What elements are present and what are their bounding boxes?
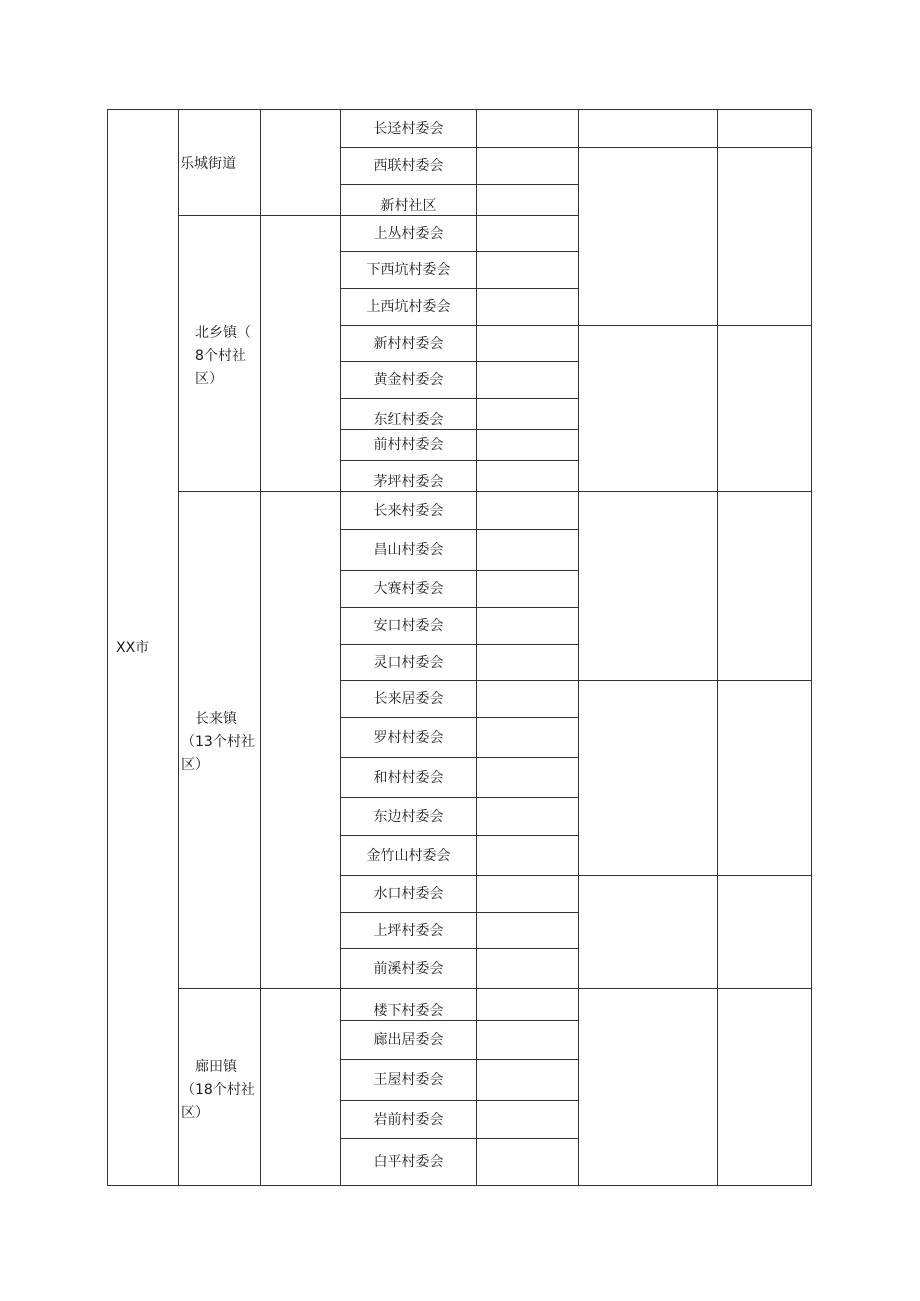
village-name-cell: 新村社区 [380, 198, 437, 214]
subdistrict-label: 乐城街道 [180, 156, 236, 172]
town-separator [178, 988, 812, 989]
village-name-cell: 西联村委会 [373, 158, 444, 174]
village-name-cell: 前村村委会 [373, 437, 444, 453]
column-divider [476, 109, 477, 1186]
village-name-cell: 大赛村委会 [373, 581, 444, 597]
column-divider [578, 109, 579, 1186]
village-name-cell: 楼下村委会 [373, 1003, 444, 1019]
village-name-cell: 上丛村委会 [373, 225, 444, 242]
village-name-cell: 金竹山村委会 [366, 847, 451, 864]
village-name-cell: 茅坪村委会 [373, 474, 444, 490]
village-name-cell: 黄金村委会 [373, 372, 444, 388]
village-name-cell: 白平村委会 [373, 1154, 444, 1170]
column-divider [260, 109, 261, 1186]
village-name-cell: 下西坑村委会 [366, 262, 451, 278]
village-name-cell: 岩前村委会 [373, 1111, 444, 1128]
village-name-cell: 长来村委会 [373, 502, 444, 519]
village-name-cell: 新村村委会 [373, 335, 444, 352]
group-separator [578, 147, 812, 148]
village-name-cell: 罗村村委会 [373, 729, 444, 746]
village-name-cell: 王屋村委会 [373, 1072, 444, 1088]
village-name-cell: 廊出居委会 [373, 1032, 444, 1048]
village-table: XX市 乐城街道 北乡镇（ 8个村社 区） 长来镇 （13个村社 区） 廊田镇 （18个村社 区） 长迳村委会 西联村委会 新村社区 上丛村委会 下西坑村委会 上西坑村委会 新村村委会 黄金村委会 东红村委会 前村村委会 茅坪村委会 长来村委会 昌山村委会 大赛村委会 安口村委会 灵口村委会 长来居委会 罗村村委会 和村村委会 东边村委会 金竹山村委会 水口村委会 上坪村委会 前溪村委会 楼下村委会 廊出居委会 王屋村委会 岩前村委会 白平村委会 [0, 0, 920, 1301]
group-separator [578, 680, 812, 681]
village-name-cell: 东红村委会 [373, 412, 444, 428]
village-name-cell: 水口村委会 [373, 886, 444, 902]
group-separator [578, 325, 812, 326]
village-name-cell: 上坪村委会 [373, 922, 444, 939]
village-name-cell: 安口村委会 [373, 618, 444, 634]
group-separator [578, 875, 812, 876]
city-label: XX市 [116, 640, 150, 656]
village-name-cell: 灵口村委会 [373, 654, 444, 671]
village-name-cell: 上西坑村委会 [366, 299, 451, 315]
table-border-bottom [107, 1185, 812, 1186]
column-divider [178, 109, 179, 1186]
column-divider [717, 109, 718, 1186]
village-name-cell: 长迳村委会 [373, 120, 444, 137]
table-border-left [107, 109, 108, 1186]
village-name-cell: 和村村委会 [373, 769, 444, 786]
town-separator [178, 491, 812, 492]
village-name-cell: 东边村委会 [373, 808, 444, 825]
village-name-cell: 昌山村委会 [373, 542, 444, 558]
village-name-cell: 前溪村委会 [373, 960, 444, 977]
village-name-cell: 长来居委会 [373, 691, 444, 707]
table-border-right [811, 109, 812, 1186]
